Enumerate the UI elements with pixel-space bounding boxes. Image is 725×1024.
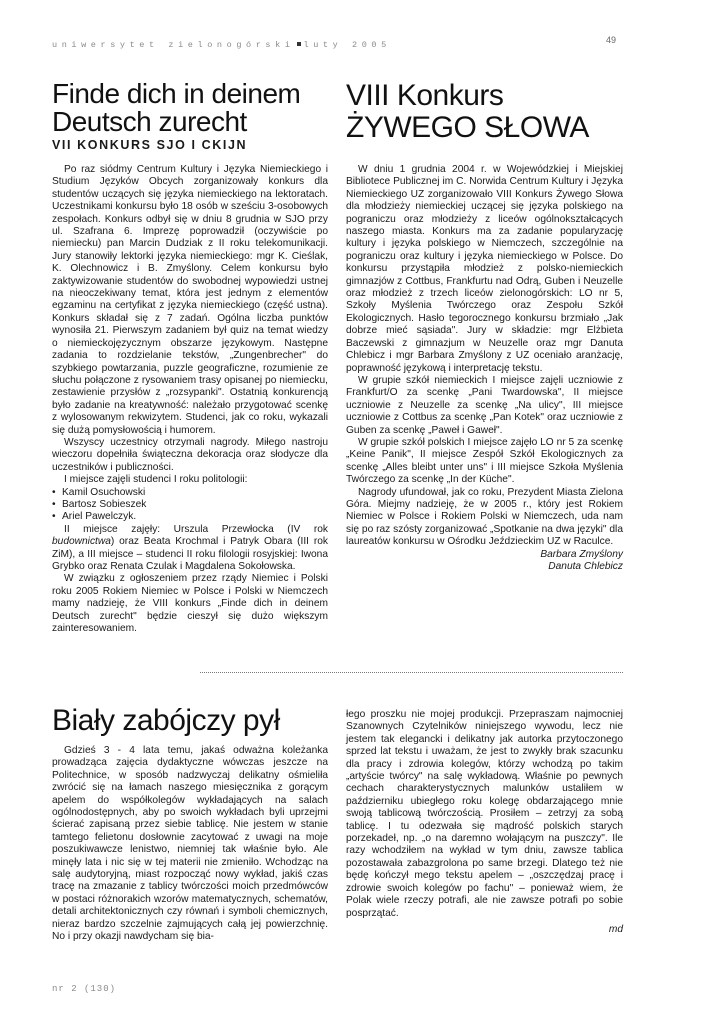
article2-paragraph: Nagrody ufundował, jak co roku, Prezydent Miasta Zielona Góra. Miejmy nadzieję, że w 2005 r., który jest Rokiem Niemiec w Polsce i Rokiem Polski w Niemczech, uda nam się po raz szósty zorganizować „Spotkanie na dwa języki" dla laureatów konkursu w Ośrodku Jeździeckim UZ w Raculce. — [346, 486, 623, 548]
text-run: ) oraz Beata Krochmal i Patryk Obara (III rok ZiM), a III miejsce – studenci II roku filologii rosyjskiej: Iwona Grybko oraz Renata Czulak i Magdalena Sokołowska. — [52, 536, 328, 572]
list-item: • Ariel Pawelczyk. — [52, 511, 328, 523]
article1-subtitle: VII KONKURS SJO I CKIJN — [52, 138, 248, 152]
article2-title-line1: VIII Konkurs — [346, 79, 504, 112]
separator-square-icon — [297, 42, 301, 46]
article3-body-right — [346, 709, 623, 936]
article1-title: Finde dich in deinem Deutsch zurecht — [52, 78, 301, 137]
author-signature: Barbara Zmyślony — [540, 548, 623, 560]
article2-paragraph: W dniu 1 grudnia 2004 r. w Wojewódzkiej i Miejskiej Bibliotece Publicznej im C. Norwida Centrum Kultury i Języka Niemieckiego UZ zorganizowało VIII Konkurs Żywego Słowa dla młodzieży niemieckiej uczącej się języka polskiego na pograniczu oraz młodzieży z liceów ogólnokształcących naszego miasta. Konkurs ma za zadanie popularyzację kultury i języka polskiego w Niemczech, szczególnie na pograniczu oraz kultury i języka niemieckiego w Polsce. Do konkursu przystąpiła młodzież z polsko-niemieckich gimnazjów z Cottbus, Frankfurtu nad Odrą, Guben i Neuzelle oraz młodzież z trzech liceów zielonogórskich: LO nr 5, Szkoły Myślenia Twórczego oraz Zespołu Szkół Ekologicznych. Hasło tegorocznego konkursu brzmiało „Jak dobrze mieć sąsiada". Jury w składzie: mgr Elżbieta Baczewski z gimnazjum w Neuzelle oraz mgr Danuta Chlebicz i mgr Barbara Zmyślony z UZ oceniało aranżację, poprawność językową i interpretację tekstu. — [346, 164, 623, 374]
article2-paragraph: W grupie szkół polskich I miejsce zajęło LO nr 5 za scenkę „Keine Panik", II miejsce Zespół Szkół Ekologicznych za scenkę „Alles bleibt unter uns" i III miejsce Szkoła Myślenia Twórczego za scenkę „In der Küche". — [346, 436, 623, 486]
article3-title: Biały zabójczy pył — [52, 704, 280, 737]
article3-paragraph: łego proszku nie mojej produkcji. Przepraszam najmocniej Szanownych Czytelników niniejszego wywodu, lecz nie jestem tak elegancki i delikatny jak autorka przytoczonego sprzed lat tekstu i uważam, że jest to zwykły brak szacunku dla pracy i zdrowia kolegów, którzy wchodzą po takim „artyście twórcy" na salę wykładową. Właśnie po pewnych cechach charakterystycznych malunków ustaliłem w październiku ubiegłego roku kolegę obdarzającego mnie swoją tablicową twórczością. Prosiłem – zetrzyj za sobą tablicę. I tu odezwała się mądrość polskich starych porzekadeł, np. „o na daremno wołającym na puszczy". Ile razy wchodziłem na wykład w tym dniu, zawsze tablica pozostawała zabazgrolona po same brzegi. Dlatego też nie będę kończył mego tekstu apelem – „oszczędzaj pracę i zdrowie swoich kolegów po fachu" – ponieważ wiem, że Polak wiele rzeczy potrafi, ale nie zawsze potrafi po sobie posprzątać. — [346, 709, 623, 919]
article1-paragraph: Po raz siódmy Centrum Kultury i Języka Niemieckiego i Studium Języków Obcych zorganizowały konkurs dla studentów uczących się języka niemieckiego na lektoratach. Uczestnikami konkursu było 18 osób w sześciu 3-osobowych zespołach. Konkurs odbył się w dniu 8 grudnia w SJO przy ul. Szafrana 6. Imprezę poprowadził (oczywiście po niemiecku) pan Marcin Dudziak z II roku telekomunikacji. Jury stanowiły lektorki języka niemieckiego: mgr K. Cieślak, K. Olechnowicz i B. Zmyślony. Celem konkursu było zaktywizowanie studentów do swobodnej wypowiedzi ustnej na nieoczekiwany temat, która jest jednym z elementów egzaminu na certyfikat z języka niemieckiego (część ustna). Konkurs składał się z 7 zadań. Ogólna liczba punktów wynosiła 21. Pierwszym zadaniem był quiz na temat wiedzy o niemieckojęzycznym obszarze językowym. Następne zadania to rozdzielanie tekstów, „Zungenbrecher" do szybkiego powtarzania, puzzle geograficzne, rozumienie ze słuchu połączone z rysowaniem trasy opisanej po niemiecku, zestawienie przysłów z „rozsypanki". Ostatnią konkurencją było zadanie na kreatywność: należało przygotować scenkę z wylosowanym rekwizytem. Studenci, jak co roku, wykazali się dużą pomysłowością i humorem. — [52, 164, 328, 436]
article2-body — [346, 164, 623, 573]
author-signature: Danuta Chlebicz — [548, 561, 623, 572]
article1-paragraph: W związku z ogłoszeniem przez rządy Niemiec i Polski roku 2005 Rokiem Niemiec w Polsce i Polski w Niemczech mamy nadzieję, że VIII konkurs „Finde dich in deinem Deutsch zurecht" będzie cieszył się dużo większym zainteresowaniem. — [52, 573, 328, 635]
article2-paragraph: W grupie szkół niemieckich I miejsce zajęli uczniowie z Frankfurt/O za scenkę „Pani Twardowska", II miejsce uczniowie z Neuzelle za scenkę „Na ulicy", III miejsce uczniowie z Cottbus za scenkę „Pan Kotek" oraz uczniowie z Guben za scenkę „Paweł i Gaweł". — [346, 374, 623, 436]
author-signature: md — [608, 923, 623, 935]
footer-issue-number: nr 2 (130) — [52, 984, 117, 994]
article1-body — [52, 164, 328, 635]
issue-date: luty 2005 — [303, 40, 391, 50]
article1-paragraph: Wszyscy uczestnicy otrzymali nagrody. Miłego nastroju wieczoru dopełniła świąteczna dekoracja oraz słodycze dla uczestników i publiczności. — [52, 436, 328, 473]
article3-paragraph: Gdzieś 3 - 4 lata temu, jakaś odważna koleżanka prowadząca zajęcia dydaktyczne wówczas jeszcze na Politechnice, w sposób nadzwyczaj delikatny ośmieliła zwrócić się na łamach naszego miesięcznika z gorącym apelem do współkolegów wykładających na salach ogólnodostępnych, aby po swoich wykładach byli uprzejmi ścierać zapisaną przez siebie tablicę. Nie jestem w stanie tamtego felietonu dosłownie zacytować z uwagi na moje poszukiwawcze lenistwo, niemniej tak właśnie było. Ale minęły lata i nic się w tej materii nie zmieniło. Wchodząc na salę audytoryjną, miast rozpocząć nowy wykład, jakiś czas tracę na zmazanie z tablicy twórczości moich przedmówców w postaci różnorakich wzorów matematycznych, schematów, detali architektonicznych czy równań i symboli chemicznych, nieraz bardzo szczelnie zajmujących całą jej powierzchnię. No i przy okazji nawdycham się bia- — [52, 745, 328, 943]
text-run: II miejsce zajęły: Urszula Przewłocka (IV rok — [64, 523, 328, 535]
article2-title — [346, 80, 646, 144]
list-item: • Kamil Osuchowski — [52, 487, 328, 499]
article1-paragraph: I miejsce zajęli studenci I roku politologii: — [64, 474, 248, 486]
article3-body-left — [52, 745, 328, 944]
list-item: • Bartosz Sobieszek — [52, 499, 328, 511]
running-header — [52, 40, 391, 50]
article1-paragraph — [52, 524, 328, 574]
dotted-divider — [200, 672, 623, 673]
page-number: 49 — [606, 35, 617, 45]
running-title: uniwersytet zielonogórski — [52, 40, 295, 50]
article2-title-line2: ŻYWEGO SŁOWA — [346, 111, 589, 144]
text-run-italic: budownictwa — [52, 536, 111, 548]
winners-list — [52, 487, 328, 524]
